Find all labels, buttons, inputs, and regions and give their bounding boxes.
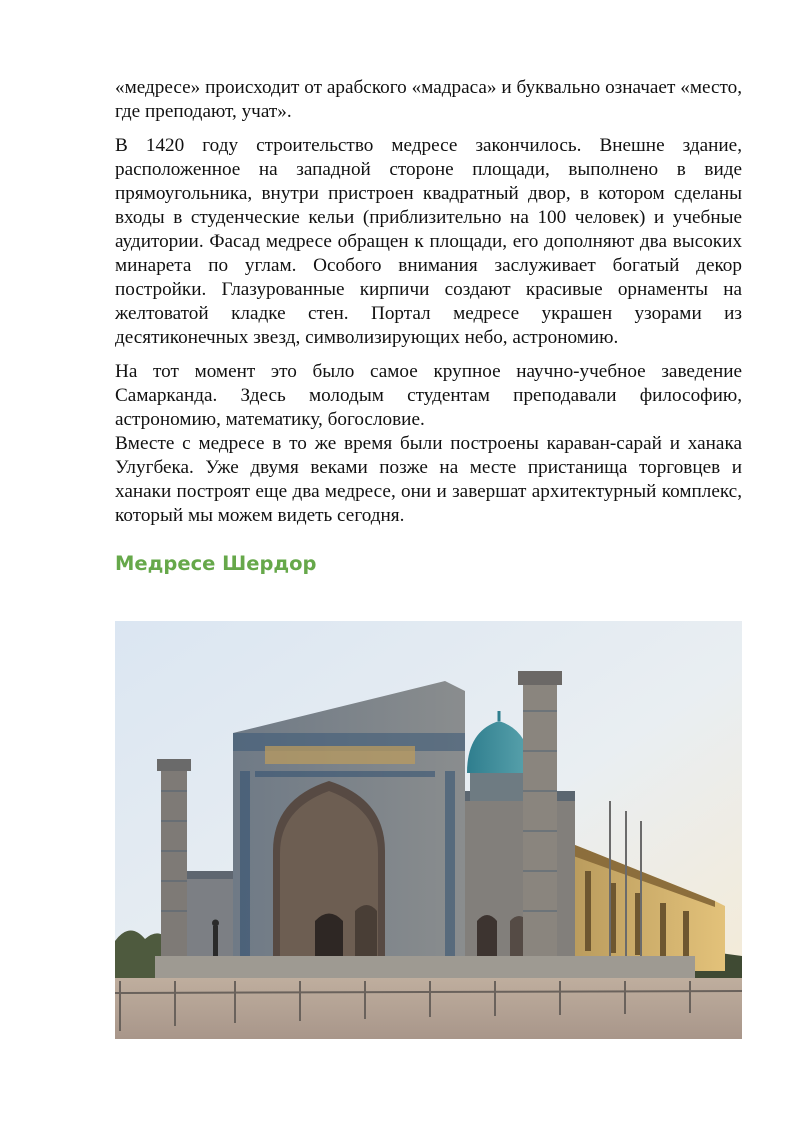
paragraph-intro: «медресе» происходит от арабского «мадраса» и буквально означает «место, где преподают, учат». bbox=[115, 77, 742, 122]
paragraph-construction: В 1420 году строительство медресе закончилось. Внешне здание, расположенное на западной стороне площади, выполнено в виде прямоугольника, внутри пристроен квадратный двор, в котором сделаны входы в студенческие кельи (приблизительно на 100 человек) и учебные аудитории. Фасад медресе обращен к площади, его дополняют два высоких минарета по углам. Особого внимания заслуживает богатый декор постройки. Глазурованные кирпичи создают красивые орнаменты на желтоватой кладке стен. Портал медресе украшен узорами из десятиконечных звезд, символизирующих небо, астрономию. bbox=[115, 135, 742, 348]
paragraph-history: На тот момент это было самое крупное научно-учебное заведение Самарканда. Здесь молодым студентам преподавали философию, астрономию, математику, богословие. Вместе с медресе в то же время были построены караван-сарай и ханака Улугбека. Уже двумя веками позже на месте пристанища торговцев и ханаки построят еще два медресе, они и завершат архитектурный комплекс, который мы можем видеть сегодня. bbox=[115, 361, 742, 526]
section-heading: Медресе Шердор bbox=[115, 552, 317, 575]
document-body bbox=[115, 76, 742, 587]
madrasa-photo bbox=[115, 621, 742, 1039]
